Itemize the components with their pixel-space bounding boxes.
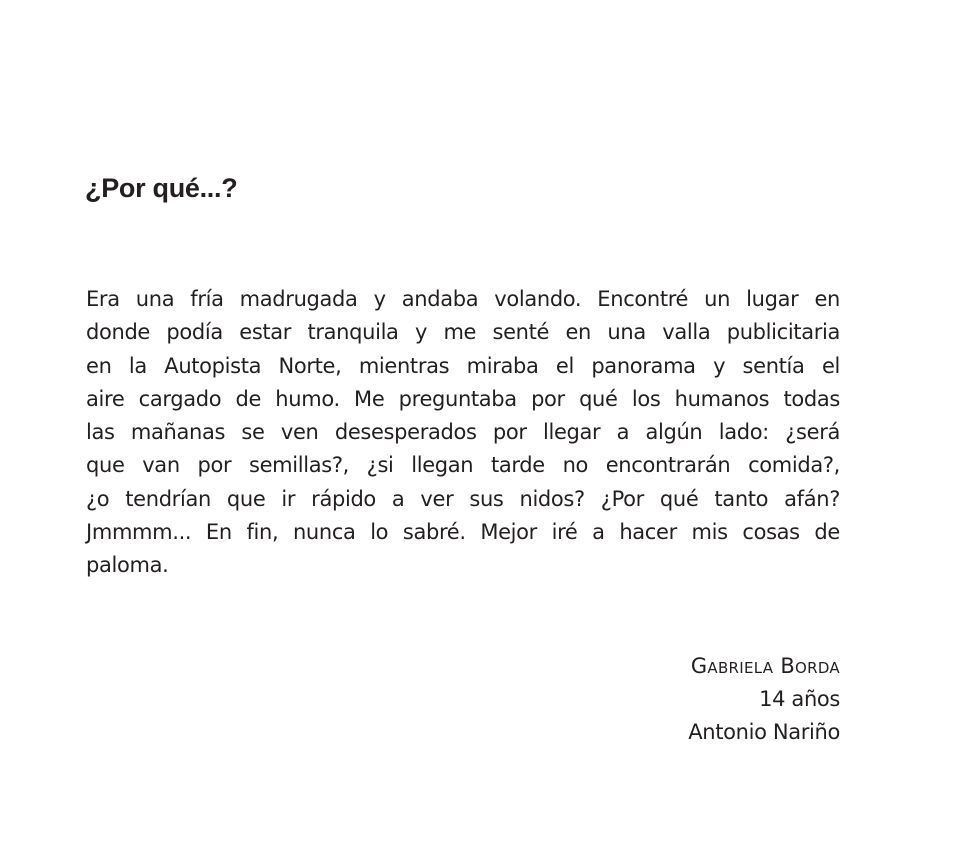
author-signature bbox=[688, 650, 840, 749]
story-title: ¿Por qué...? bbox=[85, 173, 238, 203]
body-line: ¿o tendrían que ir rápido a ver sus nidos? ¿Por qué tanto afán? bbox=[86, 486, 840, 511]
author-name: Gabriela Borda bbox=[690, 654, 840, 678]
body-line: las mañanas se ven desesperados por llegar a algún lado: ¿será bbox=[86, 420, 840, 445]
author-locality: Antonio Nariño bbox=[688, 720, 840, 744]
body-line: donde podía estar tranquila y me senté en una valla publicitaria bbox=[86, 320, 840, 345]
body-line: Jmmmm... En fin, nunca lo sabré. Mejor iré a hacer mis cosas de bbox=[86, 520, 840, 545]
body-line: en la Autopista Norte, mientras miraba el panorama y sentía el bbox=[86, 353, 840, 378]
body-line: que van por semillas?, ¿si llegan tarde no encontrarán comida?, bbox=[86, 453, 840, 478]
body-line: aire cargado de humo. Me preguntaba por qué los humanos todas bbox=[86, 386, 840, 411]
body-line: paloma. bbox=[86, 553, 169, 578]
body-line: Era una fría madrugada y andaba volando. Encontré un lugar en bbox=[86, 287, 840, 311]
author-age: 14 años bbox=[759, 687, 840, 711]
story-body bbox=[86, 283, 840, 583]
